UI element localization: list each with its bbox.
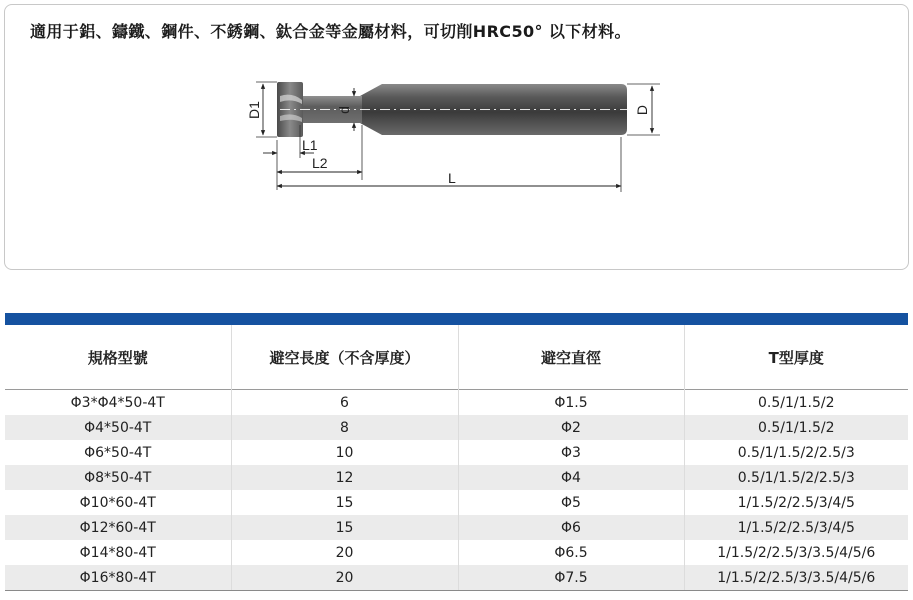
header-clearance-diameter: 避空直徑: [458, 325, 684, 390]
label-l2: L2: [312, 155, 328, 171]
cell-clearance-length: 15: [231, 515, 458, 540]
table-row: [5, 540, 908, 565]
cell-model: Φ16*80-4T: [5, 565, 231, 591]
table-header-row: [5, 325, 908, 390]
label-d1: D1: [246, 101, 262, 119]
header-model: 規格型號: [5, 325, 231, 390]
label-D: D: [634, 104, 650, 116]
cell-model: Φ10*60-4T: [5, 490, 231, 515]
cell-t-thickness: 0.5/1/1.5/2/2.5/3: [684, 440, 908, 465]
cell-clearance-diameter: Φ4: [458, 465, 684, 490]
cell-clearance-length: 12: [231, 465, 458, 490]
cell-model: Φ12*60-4T: [5, 515, 231, 540]
table-row: [5, 565, 908, 591]
cell-t-thickness: 0.5/1/1.5/2: [684, 415, 908, 440]
t-slot-cutter-diagram: [0, 0, 913, 280]
header-t-thickness: T型厚度: [684, 325, 908, 390]
table-row: [5, 390, 908, 416]
table-row: [5, 440, 908, 465]
header-clearance-length: 避空長度（不含厚度）: [231, 325, 458, 390]
label-l1: L1: [302, 137, 318, 153]
cell-clearance-length: 20: [231, 540, 458, 565]
cell-model: Φ8*50-4T: [5, 465, 231, 490]
material-description: 適用于鋁、鑄鐵、鋼件、不銹鋼、鈦合金等金屬材料，可切削HRC50° 以下材料。: [30, 22, 631, 41]
cell-clearance-diameter: Φ7.5: [458, 565, 684, 591]
cell-clearance-length: 8: [231, 415, 458, 440]
cell-t-thickness: 1/1.5/2/2.5/3/3.5/4/5/6: [684, 540, 908, 565]
cell-model: Φ14*80-4T: [5, 540, 231, 565]
cell-t-thickness: 1/1.5/2/2.5/3/4/5: [684, 490, 908, 515]
table-row: [5, 490, 908, 515]
cell-clearance-diameter: Φ6: [458, 515, 684, 540]
table-row: [5, 515, 908, 540]
cell-t-thickness: 1/1.5/2/2.5/3/4/5: [684, 515, 908, 540]
cell-t-thickness: 0.5/1/1.5/2/2.5/3: [684, 465, 908, 490]
cell-clearance-diameter: Φ5: [458, 490, 684, 515]
cell-clearance-diameter: Φ3: [458, 440, 684, 465]
cell-clearance-diameter: Φ1.5: [458, 390, 684, 416]
label-d: d: [336, 106, 352, 114]
cell-model: Φ4*50-4T: [5, 415, 231, 440]
cell-model: Φ3*Φ4*50-4T: [5, 390, 231, 416]
label-l: L: [448, 170, 456, 186]
cell-clearance-length: 6: [231, 390, 458, 416]
cell-model: Φ6*50-4T: [5, 440, 231, 465]
cell-clearance-length: 15: [231, 490, 458, 515]
cell-clearance-diameter: Φ2: [458, 415, 684, 440]
cell-clearance-diameter: Φ6.5: [458, 540, 684, 565]
cell-clearance-length: 20: [231, 565, 458, 591]
spec-table: [5, 325, 908, 591]
cell-t-thickness: 1/1.5/2/2.5/3/3.5/4/5/6: [684, 565, 908, 591]
table-row: [5, 415, 908, 440]
table-header-bar: [5, 313, 908, 325]
table-row: [5, 465, 908, 490]
cell-t-thickness: 0.5/1/1.5/2: [684, 390, 908, 416]
cell-clearance-length: 10: [231, 440, 458, 465]
